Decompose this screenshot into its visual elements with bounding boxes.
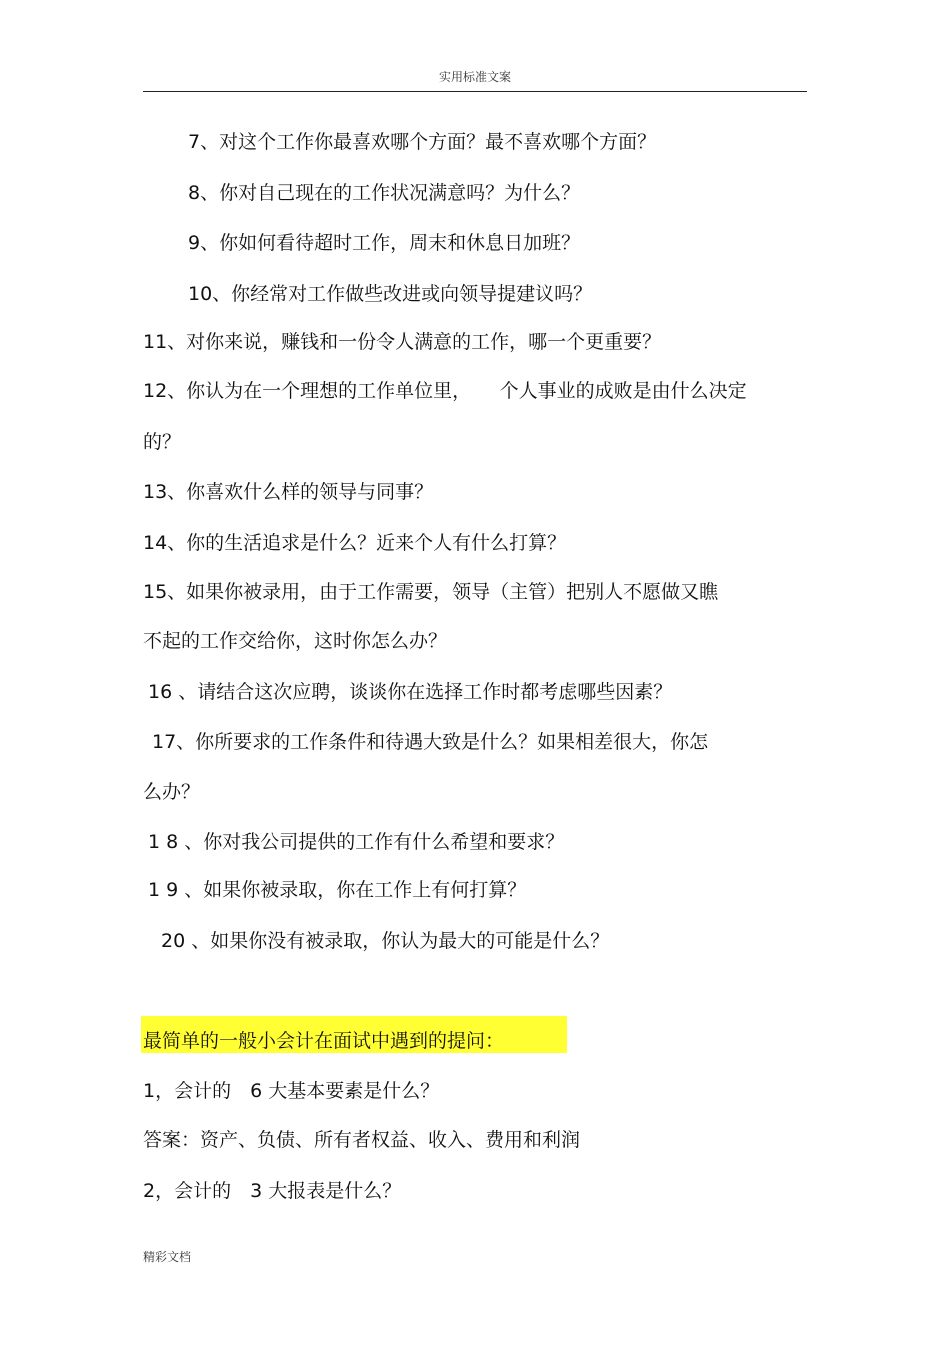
header-divider: [143, 91, 807, 92]
question-8: 8、你对自己现在的工作状况满意吗？为什么？: [188, 182, 581, 204]
question-20: 20 、如果你没有被录取，你认为最大的可能是什么？: [161, 930, 610, 952]
question-13: 13、你喜欢什么样的领导与同事？: [143, 481, 434, 503]
page-footer: 精彩文档: [143, 1250, 192, 1264]
question-15: 15、如果你被录用，由于工作需要，领导（主管）把别人不愿做又瞧: [143, 581, 719, 603]
question-17: 17、你所要求的工作条件和待遇大致是什么？如果相差很大，你怎: [152, 731, 709, 753]
question-17-continued: 么办？: [143, 781, 201, 803]
question-18: 1 8 、你对我公司提供的工作有什么希望和要求？: [148, 831, 565, 853]
question-7: 7、对这个工作你最喜欢哪个方面？最不喜欢哪个方面？: [188, 131, 657, 153]
question-14: 14、你的生活追求是什么？近来个人有什么打算？: [143, 532, 567, 554]
accounting-question-2: 2，会计的 3 大报表是什么？: [143, 1180, 402, 1202]
question-9: 9、你如何看待超时工作，周末和休息日加班？: [188, 232, 581, 254]
accounting-answer-1: 答案：资产、负债、所有者权益、收入、费用和利润: [143, 1129, 581, 1151]
accounting-section-heading: 最简单的一般小会计在面试中遇到的提问：: [143, 1030, 505, 1052]
question-12: 12、你认为在一个理想的工作单位里， 个人事业的成败是由什么决定: [143, 380, 747, 402]
question-10: 10、你经常对工作做些改进或向领导提建议吗？: [188, 283, 593, 305]
accounting-question-1: 1，会计的 6 大基本要素是什么？: [143, 1080, 440, 1102]
page-header: 实用标准文案: [438, 70, 511, 84]
question-19: 1 9 、如果你被录取，你在工作上有何打算？: [148, 879, 527, 901]
question-16: 16 、请结合这次应聘，谈谈你在选择工作时都考虑哪些因素？: [148, 681, 673, 703]
question-15-continued: 不起的工作交给你，这时你怎么办？: [143, 630, 448, 652]
question-12-continued: 的？: [143, 431, 182, 453]
question-11: 11、对你来说，赚钱和一份令人满意的工作，哪一个更重要？: [143, 331, 662, 353]
